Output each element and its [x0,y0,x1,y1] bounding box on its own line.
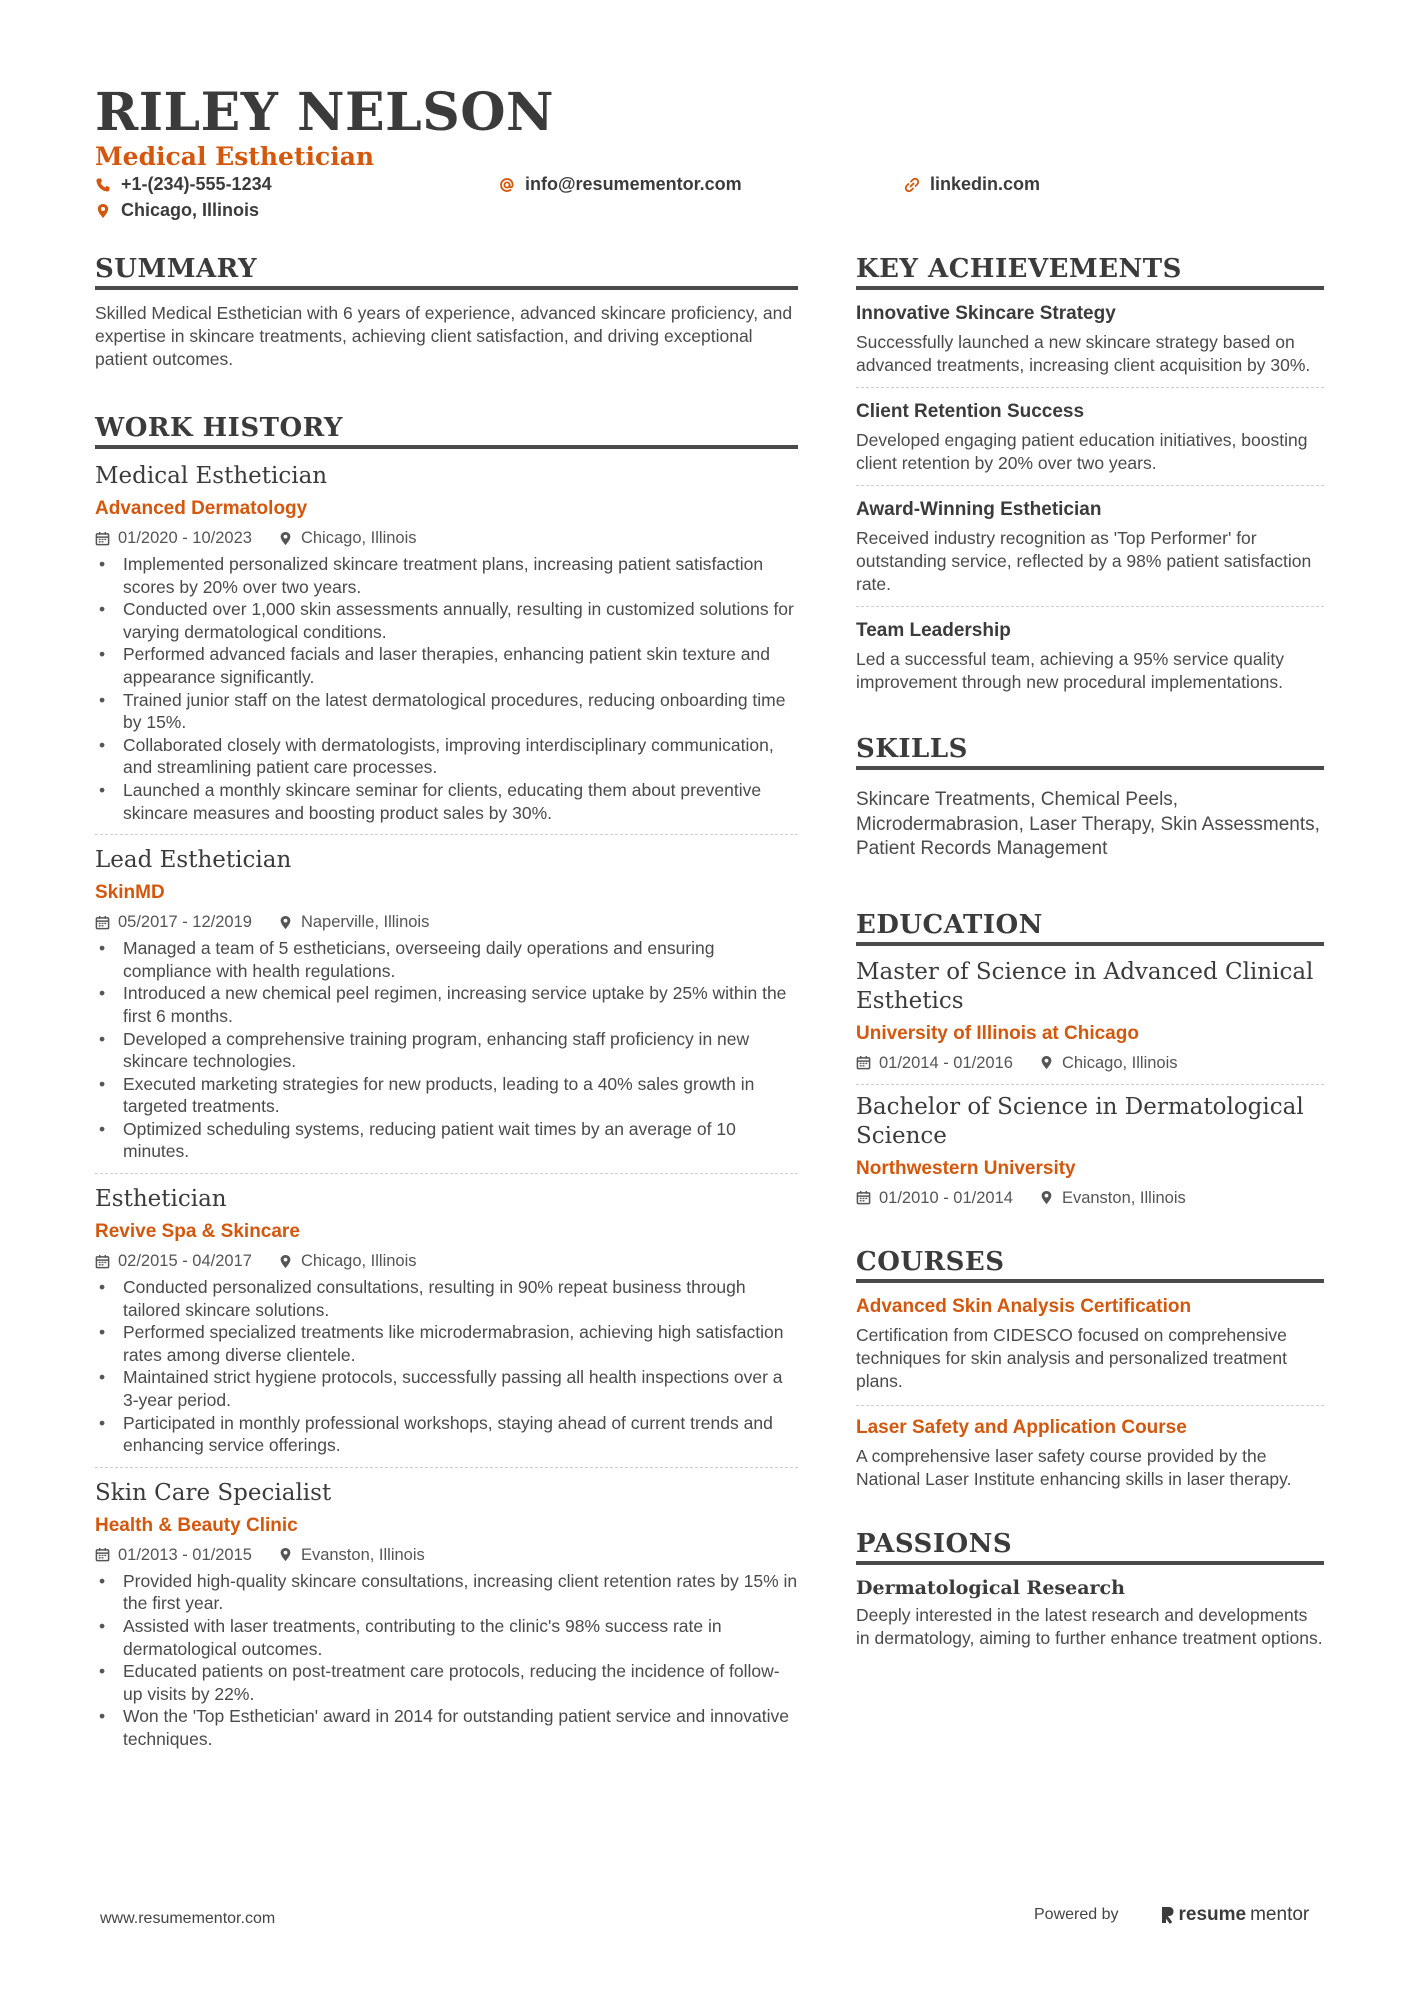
course-text: A comprehensive laser safety course provided by the National Laser Institute enhancing skills in laser therapy. [856,1445,1292,1489]
job-dates: 02/2015 - 04/2017 [118,1252,252,1271]
job-bullet: • Collaborated closely with dermatologists, improving interdisciplinary communication, and streamlining patient care processes. [95,734,798,779]
job-bullet: • Won the 'Top Esthetician' award in 2014 for outstanding patient service and innovative techniques. [95,1705,798,1750]
job-title: Medical Esthetician [95,463,328,489]
job-title: Lead Esthetician [95,847,292,874]
job-bullet: • Optimized scheduling systems, reducing patient wait times by an average of 10 minutes. [95,1118,798,1163]
calendar-icon [95,531,110,546]
achievement-item [856,302,1324,387]
job-bullet: • Trained junior staff on the latest dermatological procedures, reducing onboarding time by 15%. [95,689,798,734]
resumementor-logo-icon [1159,1905,1175,1925]
divider [856,1405,1324,1406]
job-meta [95,1250,798,1272]
brand-name-bold: resume [1178,1904,1247,1925]
location-text: Chicago, Illinois [121,200,260,220]
achievement-text: Successfully launched a new skincare strategy based on advanced treatments, increasing client acquisition by 30%. [856,332,1311,375]
job-bullet: • Provided high-quality skincare consultations, increasing client retention rates by 15% in the first year. [95,1570,798,1615]
passion-item [856,1577,1324,1650]
candidate-role: Medical Esthetician [95,142,375,171]
achievement-text: Led a successful team, achieving a 95% service quality improvement through new procedural implementations. [856,649,1285,692]
achievement-item [856,607,1324,704]
job-bullet: • Performed advanced facials and laser therapies, enhancing patient skin texture and appearance significantly. [95,643,798,688]
education-location: Evanston, Illinois [1061,1188,1186,1207]
achievement-title: Innovative Skincare Strategy [856,303,1116,324]
location-pin-icon [1039,1055,1054,1070]
location-pin-icon [1039,1190,1054,1205]
divider [95,834,798,835]
skills-text: Skincare Treatments, Chemical Peels, Microdermabrasion, Laser Therapy, Skin Assessments, Patient Records Management [856,789,1320,859]
work-history-heading: WORK HISTORY [95,413,798,449]
achievement-text: Received industry recognition as 'Top Performer' for outstanding service, reflected by a 98% patient satisfaction rate. [856,528,1312,594]
job-bullet: • Developed a comprehensive training program, enhancing staff proficiency in new skincare technologies. [95,1028,798,1073]
job-bullet: • Introduced a new chemical peel regimen, increasing service uptake by 25% within the first 6 months. [95,982,798,1027]
job-entry [95,1184,798,1468]
job-bullet: • Performed specialized treatments like microdermabrasion, achieving high satisfaction rates among diverse clientele. [95,1321,798,1366]
calendar-icon [856,1055,871,1070]
job-title: Esthetician [95,1186,227,1213]
job-bullet: • Educated patients on post-treatment care protocols, reducing the incidence of follow-up visits by 22%. [95,1660,798,1705]
brand-name-thin: mentor [1250,1904,1310,1925]
company-name: Health & Beauty Clinic [95,1514,298,1536]
achievement-title: Award-Winning Esthetician [856,499,1102,520]
course-title: Advanced Skin Analysis Certification [856,1295,1192,1317]
candidate-name: RILEY NELSON [95,82,555,143]
course-text: Certification from CIDESCO focused on comprehensive techniques for skin analysis and personalized treatment plans. [856,1324,1287,1391]
location-pin-icon [278,531,293,546]
achievement-item [856,486,1324,606]
divider [856,1084,1324,1085]
job-entry [95,1478,798,1751]
calendar-icon [95,915,110,930]
job-bullet: • Conducted personalized consultations, resulting in 90% repeat business through tailored skincare solutions. [95,1276,798,1321]
job-bullet: • Participated in monthly professional workshops, staying ahead of current trends and enhancing service offerings. [95,1412,798,1457]
achievement-title: Team Leadership [856,620,1011,641]
summary-text: Skilled Medical Esthetician with 6 years of experience, advanced skincare proficiency, and expertise in skincare treatments, achieving client satisfaction, and driving exceptional patient outcomes. [95,303,793,369]
passions-heading: PASSIONS [856,1529,1324,1565]
job-meta [95,1544,798,1566]
linkedin-text: linkedin.com [930,174,1041,194]
skills-heading: SKILLS [856,734,1324,770]
job-dates: 05/2017 - 12/2019 [118,913,252,932]
school-name: Northwestern University [856,1157,1076,1179]
passion-title: Dermatological Research [856,1576,1125,1599]
contact-email[interactable] [499,174,742,195]
job-location: Naperville, Illinois [300,913,430,932]
job-bullet: • Launched a monthly skincare seminar for clients, educating them about preventive skincare measures and boosting product sales by 30%. [95,779,798,824]
education-item [856,1093,1324,1209]
education-meta [856,1052,1324,1074]
job-entry [95,461,798,835]
powered-by-label: Powered by [1034,1906,1119,1923]
job-entry [95,845,798,1174]
job-location: Evanston, Illinois [300,1545,425,1564]
job-bullets [95,937,798,1163]
email-text: info@resumementor.com [525,174,742,194]
achievement-text: Developed engaging patient education initiatives, boosting client retention by 20% over two years. [856,430,1308,473]
education-location: Chicago, Illinois [1061,1053,1178,1072]
divider [95,1173,798,1174]
summary-heading: SUMMARY [95,254,798,290]
location-pin-icon [278,915,293,930]
key-achievements-heading: KEY ACHIEVEMENTS [856,254,1324,290]
calendar-icon [95,1254,110,1269]
job-bullets [95,553,798,824]
education-heading: EDUCATION [856,910,1324,946]
job-location: Chicago, Illinois [300,1252,417,1271]
education-dates: 01/2014 - 01/2016 [879,1053,1013,1072]
calendar-icon [856,1190,871,1205]
footer-powered-by [1034,1904,1309,1926]
link-icon [904,177,920,193]
job-meta [95,527,798,549]
contact-linkedin[interactable] [904,174,1040,195]
education-dates: 01/2010 - 01/2014 [879,1188,1013,1207]
job-dates: 01/2013 - 01/2015 [118,1545,252,1564]
phone-icon [95,177,111,193]
job-bullet: • Maintained strict hygiene protocols, successfully passing all health inspections over a 3-year period. [95,1366,798,1411]
achievement-item [856,388,1324,485]
achievement-title: Client Retention Success [856,401,1085,422]
job-title: Skin Care Specialist [95,1479,332,1506]
calendar-icon [95,1547,110,1562]
at-icon [499,177,515,193]
job-bullets [95,1570,798,1751]
footer-website[interactable]: www.resumementor.com [100,1910,276,1927]
divider [95,1467,798,1468]
brand-logo[interactable] [1159,1904,1310,1926]
job-meta [95,911,798,933]
course-item [856,1295,1324,1393]
job-bullet: • Executed marketing strategies for new products, leading to a 40% sales growth in targeted treatments. [95,1073,798,1118]
company-name: SkinMD [95,882,165,904]
job-bullet: • Implemented personalized skincare treatment plans, increasing patient satisfaction scores by 20% over two years. [95,553,798,598]
location-pin-icon [95,203,111,219]
job-bullet: • Managed a team of 5 estheticians, overseeing daily operations and ensuring compliance with health regulations. [95,937,798,982]
education-meta [856,1187,1324,1209]
phone-text: +1-(234)-555-1234 [121,174,272,194]
job-dates: 01/2020 - 10/2023 [118,529,252,547]
courses-heading: COURSES [856,1247,1324,1283]
job-bullet: • Conducted over 1,000 skin assessments annually, resulting in customized solutions for varying dermatological conditions. [95,598,798,643]
job-location: Chicago, Illinois [300,529,417,547]
contact-phone [95,174,272,195]
right-column [856,254,1324,1650]
degree-title: Bachelor of Science in Dermatological Science [856,1093,1304,1149]
school-name: University of Illinois at Chicago [856,1022,1139,1044]
education-item [856,958,1324,1074]
location-pin-icon [278,1254,293,1269]
job-bullets [95,1276,798,1457]
company-name: Advanced Dermatology [95,498,308,519]
course-title: Laser Safety and Application Course [856,1416,1187,1438]
passion-text: Deeply interested in the latest research and developments in dermatology, aiming to further enhance treatment options. [856,1604,1323,1648]
left-column [95,254,798,1751]
course-item [856,1416,1324,1491]
company-name: Revive Spa & Skincare [95,1221,300,1243]
job-bullet: • Assisted with laser treatments, contributing to the clinic's 98% success rate in dermatological outcomes. [95,1615,798,1660]
degree-title: Master of Science in Advanced Clinical Esthetics [856,958,1314,1014]
contact-location [95,200,259,221]
location-pin-icon [278,1547,293,1562]
